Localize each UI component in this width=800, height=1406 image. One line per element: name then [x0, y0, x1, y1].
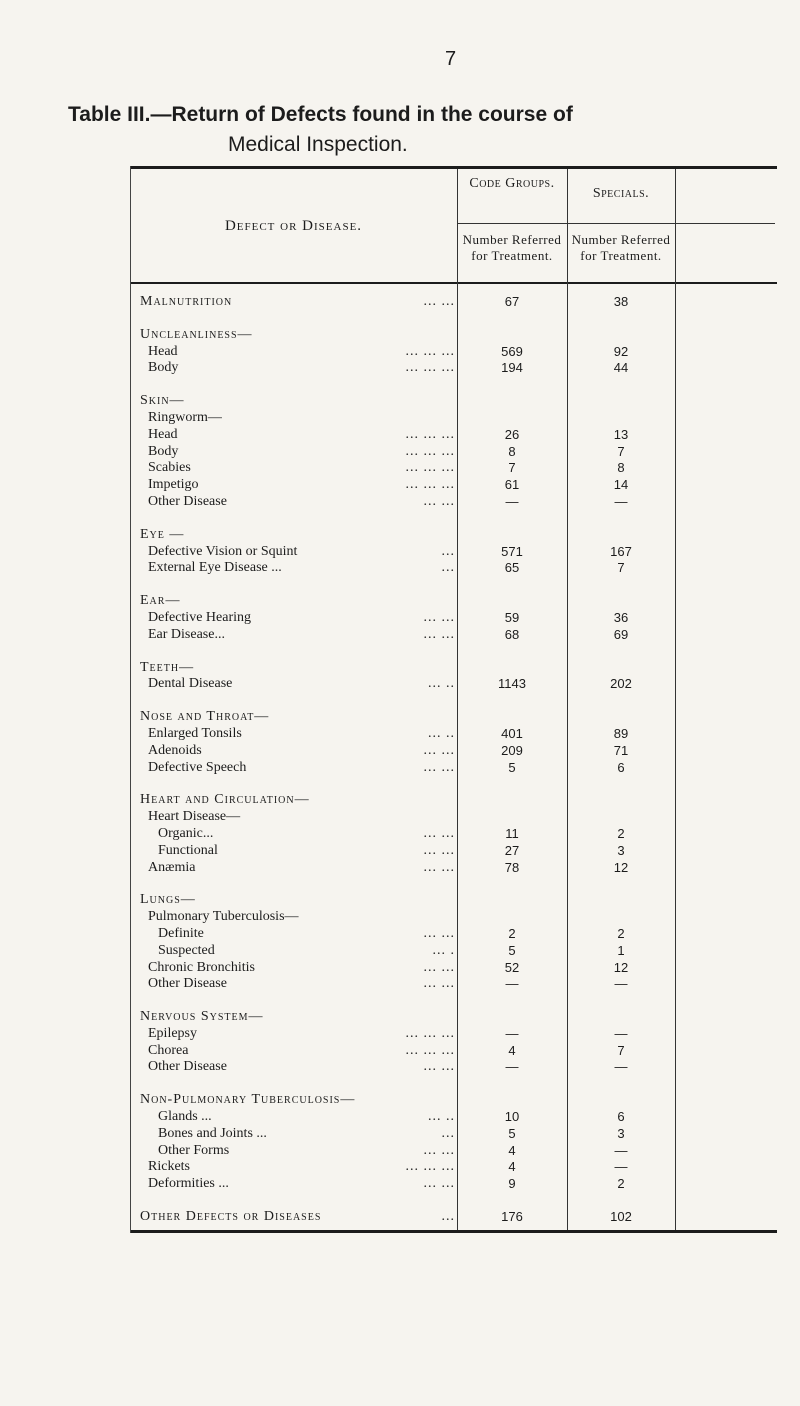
- specials-count: 92: [613, 343, 629, 359]
- code-groups-count: —: [505, 493, 519, 509]
- code-groups-count: 68: [504, 626, 520, 642]
- code-groups-count: —: [505, 1025, 519, 1041]
- specials-count: 89: [613, 725, 629, 741]
- table-row: [130, 1009, 777, 1026]
- code-groups-count: 78: [504, 859, 520, 875]
- page-number: 7: [445, 48, 457, 70]
- row-leader-dots: ... ... ...: [405, 1042, 455, 1058]
- code-groups-count: 2: [508, 925, 516, 941]
- table-row: [130, 726, 777, 743]
- code-groups-count: —: [505, 976, 519, 992]
- row-leader-dots: ... ...: [423, 1142, 455, 1158]
- specials-count: —: [614, 1025, 628, 1041]
- specials-count: 2: [617, 1176, 625, 1192]
- table-row: [130, 494, 777, 511]
- row-label: Organic...: [158, 825, 214, 841]
- row-leader-dots: ... ... ...: [405, 1025, 455, 1041]
- specials-count: 7: [617, 443, 625, 459]
- code-groups-count: 27: [504, 842, 520, 858]
- row-leader-dots: ... ...: [423, 742, 455, 758]
- table-row: [130, 627, 777, 644]
- specials-count: 13: [613, 426, 629, 442]
- row-leader-dots: ... .: [432, 942, 455, 958]
- row-label: Dental Disease: [148, 676, 233, 692]
- header-code-groups: Code Groups.: [469, 176, 555, 191]
- row-label: Enlarged Tonsils: [148, 725, 242, 741]
- row-leader-dots: ... ...: [423, 825, 455, 841]
- table-row: [130, 544, 777, 561]
- table-top-rule: [130, 166, 777, 169]
- row-label: Chronic Bronchitis: [148, 959, 255, 975]
- row-label: Other Disease: [148, 493, 227, 509]
- code-groups-count: 569: [501, 343, 523, 359]
- title-table-number: Table III.: [68, 103, 151, 126]
- row-label: Glands ...: [158, 1109, 212, 1125]
- row-label: Body: [148, 360, 179, 376]
- table-row: [130, 1176, 777, 1193]
- row-label: Skin—: [140, 393, 185, 409]
- row-label: Malnutrition: [140, 294, 233, 309]
- defects-table: [130, 166, 777, 1406]
- header-sub-rule: [457, 223, 775, 224]
- row-label: External Eye Disease ...: [148, 560, 282, 576]
- row-leader-dots: ... ...: [423, 859, 455, 875]
- code-groups-count: 67: [504, 294, 520, 309]
- row-leader-dots: ... ...: [423, 626, 455, 642]
- table-row: [130, 943, 777, 960]
- row-label: Scabies: [148, 460, 191, 476]
- row-leader-dots: ... ... ...: [405, 343, 455, 359]
- code-groups-count: 1143: [498, 676, 526, 692]
- specials-count: 14: [613, 477, 629, 493]
- row-leader-dots: ... ...: [423, 1176, 455, 1192]
- specials-count: 102: [610, 1209, 632, 1225]
- table-row: [130, 360, 777, 377]
- specials-count: —: [614, 1159, 628, 1175]
- row-label: Non-Pulmonary Tuberculosis—: [140, 1092, 356, 1108]
- code-groups-count: 194: [501, 360, 523, 376]
- specials-count: 2: [617, 825, 625, 841]
- table-row: [130, 460, 777, 477]
- row-label: Definite: [158, 925, 204, 941]
- header-specials-number-referred: Number Referred for Treatment.: [571, 232, 671, 263]
- table-row: [130, 410, 777, 427]
- table-row: [130, 344, 777, 361]
- row-leader-dots: ... ..: [428, 676, 455, 692]
- row-leader-dots: ... ...: [423, 976, 455, 992]
- specials-count: 8: [617, 460, 625, 476]
- code-groups-count: 7: [508, 460, 516, 476]
- specials-count: 1: [617, 942, 625, 958]
- table-body: [130, 294, 777, 1226]
- table-row: [130, 393, 777, 410]
- code-groups-count: 26: [504, 426, 520, 442]
- row-label: Epilepsy: [148, 1025, 197, 1041]
- row-label: Ringworm—: [148, 409, 222, 425]
- row-label: Defective Hearing: [148, 609, 251, 625]
- specials-count: 36: [613, 609, 629, 625]
- code-groups-count: 52: [504, 959, 520, 975]
- table-row: [130, 1026, 777, 1043]
- row-label: Lungs—: [140, 892, 196, 908]
- row-label: Nervous System—: [140, 1009, 264, 1025]
- table-row: [130, 743, 777, 760]
- row-leader-dots: ... ...: [423, 493, 455, 509]
- table-row: [130, 892, 777, 909]
- row-leader-dots: ... ... ...: [405, 443, 455, 459]
- table-row: [130, 843, 777, 860]
- specials-count: —: [614, 1059, 628, 1075]
- specials-count: —: [614, 493, 628, 509]
- table-row: [130, 926, 777, 943]
- row-label: Eye —: [140, 526, 185, 542]
- code-groups-count: 5: [508, 942, 516, 958]
- row-label: Other Disease: [148, 1059, 227, 1075]
- specials-count: 69: [613, 626, 629, 642]
- table-bottom-rule: [130, 1230, 777, 1233]
- table-row: [130, 1059, 777, 1076]
- specials-count: —: [614, 1142, 628, 1158]
- table-row: [130, 560, 777, 577]
- specials-count: 3: [617, 1125, 625, 1141]
- row-label: Deformities ...: [148, 1176, 229, 1192]
- table-row: [130, 709, 777, 726]
- table-row: [130, 444, 777, 461]
- code-groups-count: 5: [508, 759, 516, 775]
- row-label: Nose and Throat—: [140, 709, 270, 725]
- code-groups-count: 176: [501, 1209, 523, 1225]
- row-leader-dots: ... ...: [423, 925, 455, 941]
- specials-count: 3: [617, 842, 625, 858]
- table-row: [130, 527, 777, 544]
- specials-count: 12: [613, 959, 629, 975]
- code-groups-count: 11: [505, 825, 519, 841]
- row-leader-dots: ... ...: [423, 842, 455, 858]
- table-header-rule: [130, 282, 777, 284]
- row-label: Pulmonary Tuberculosis—: [148, 909, 299, 925]
- table-row: [130, 610, 777, 627]
- row-label: Other Defects or Diseases: [140, 1209, 322, 1225]
- row-label: Other Disease: [148, 976, 227, 992]
- row-label: Bones and Joints ...: [158, 1125, 267, 1141]
- table-row: [130, 792, 777, 809]
- row-label: Head: [148, 426, 178, 442]
- code-groups-count: 401: [501, 725, 523, 741]
- table-row: [130, 1159, 777, 1176]
- row-label: Other Forms: [158, 1142, 230, 1158]
- code-groups-count: 59: [504, 609, 520, 625]
- code-groups-count: —: [505, 1059, 519, 1075]
- code-groups-count: 10: [504, 1109, 520, 1125]
- code-groups-count: 571: [501, 543, 523, 559]
- code-groups-count: 4: [508, 1042, 516, 1058]
- specials-count: 6: [617, 1109, 625, 1125]
- code-groups-count: 8: [508, 443, 516, 459]
- row-leader-dots: ... ...: [423, 1059, 455, 1075]
- table-row: [130, 327, 777, 344]
- row-label: Defective Speech: [148, 759, 247, 775]
- title-line-2: Medical Inspection.: [228, 133, 408, 156]
- row-label: Chorea: [148, 1042, 189, 1058]
- title-line-1: [40, 100, 800, 130]
- table-row: [130, 1043, 777, 1060]
- row-leader-dots: ... ...: [423, 759, 455, 775]
- row-label: Suspected: [158, 942, 215, 958]
- table-row: [130, 1109, 777, 1126]
- code-groups-count: 9: [508, 1176, 516, 1192]
- header-code-groups-number-referred: Number Referred for Treatment.: [462, 232, 562, 263]
- code-groups-count: 65: [504, 560, 520, 576]
- table-row: [130, 294, 777, 311]
- specials-count: 7: [617, 1042, 625, 1058]
- row-leader-dots: ...: [441, 1209, 455, 1225]
- specials-count: 2: [617, 925, 625, 941]
- table-row: [130, 860, 777, 877]
- row-label: Heart Disease—: [148, 809, 241, 825]
- specials-count: 71: [613, 742, 629, 758]
- row-leader-dots: ... ... ...: [405, 460, 455, 476]
- specials-count: 44: [613, 360, 629, 376]
- code-groups-count: 4: [508, 1142, 516, 1158]
- row-label: Functional: [158, 842, 218, 858]
- code-groups-count: 5: [508, 1125, 516, 1141]
- row-label: Ear Disease...: [148, 626, 225, 642]
- specials-count: 167: [610, 543, 632, 559]
- row-leader-dots: ... ...: [423, 959, 455, 975]
- row-leader-dots: ... ..: [428, 725, 455, 741]
- row-leader-dots: ...: [441, 543, 455, 559]
- table-row: [130, 1143, 777, 1160]
- code-groups-count: 4: [508, 1159, 516, 1175]
- table-row: [130, 976, 777, 993]
- table-row: [130, 593, 777, 610]
- table-row: [130, 826, 777, 843]
- row-leader-dots: ... ... ...: [405, 426, 455, 442]
- row-label: Ear—: [140, 593, 181, 609]
- row-leader-dots: ... ... ...: [405, 477, 455, 493]
- row-label: Head: [148, 343, 178, 359]
- row-label: Impetigo: [148, 477, 199, 493]
- table-row: [130, 760, 777, 777]
- row-label: Uncleanliness—: [140, 326, 253, 342]
- row-label: Defective Vision or Squint: [148, 543, 298, 559]
- table-row: [130, 427, 777, 444]
- table-row: [130, 660, 777, 677]
- row-leader-dots: ...: [441, 1125, 455, 1141]
- row-label: Adenoids: [148, 742, 202, 758]
- header-specials: Specials.: [592, 186, 650, 201]
- table-row: [130, 1092, 777, 1109]
- specials-count: 6: [617, 759, 625, 775]
- table-row: [130, 1126, 777, 1143]
- row-label: Anæmia: [148, 859, 196, 875]
- row-label: Teeth—: [140, 659, 195, 675]
- table-row: [130, 909, 777, 926]
- row-leader-dots: ... ...: [423, 294, 455, 309]
- specials-count: —: [614, 976, 628, 992]
- header-defect-or-disease: Defect or Disease.: [224, 218, 363, 234]
- table-row: [130, 477, 777, 494]
- row-leader-dots: ... ...: [423, 609, 455, 625]
- page-title: [40, 100, 800, 160]
- specials-count: 38: [613, 294, 629, 309]
- row-leader-dots: ... ... ...: [405, 360, 455, 376]
- table-row: [130, 809, 777, 826]
- specials-count: 12: [613, 859, 629, 875]
- code-groups-count: 61: [504, 477, 520, 493]
- row-leader-dots: ... ..: [428, 1109, 455, 1125]
- row-label: Heart and Circulation—: [140, 792, 310, 808]
- row-leader-dots: ... ... ...: [405, 1159, 455, 1175]
- table-row: [130, 960, 777, 977]
- specials-count: 7: [617, 560, 625, 576]
- row-label: Rickets: [148, 1159, 190, 1175]
- row-label: Body: [148, 443, 179, 459]
- table-row: [130, 1209, 777, 1226]
- row-leader-dots: ...: [441, 560, 455, 576]
- table-row: [130, 676, 777, 693]
- code-groups-count: 209: [501, 742, 523, 758]
- specials-count: 202: [610, 676, 632, 692]
- title-line-1-rest: —Return of Defects found in the course of: [150, 103, 573, 126]
